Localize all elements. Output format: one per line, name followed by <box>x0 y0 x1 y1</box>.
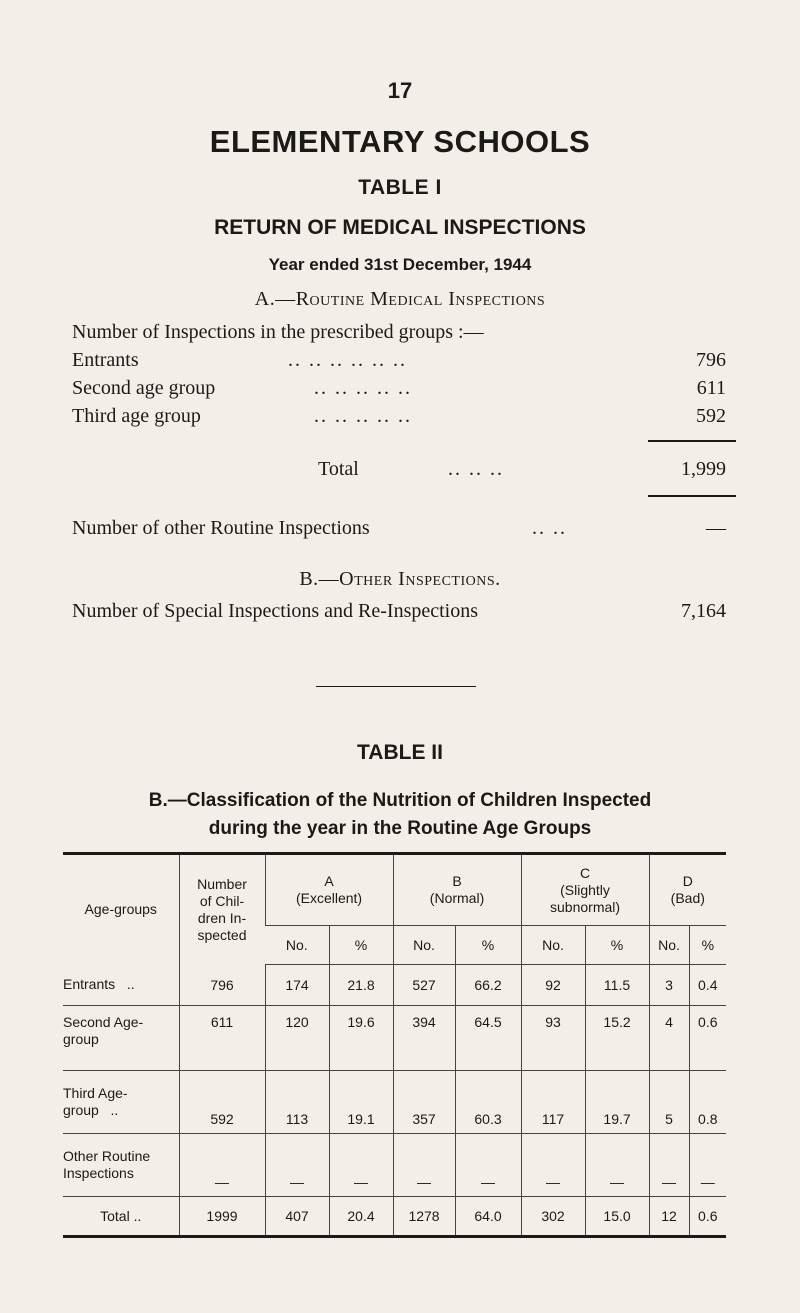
cell-c-pct: 15.2 <box>585 1006 649 1071</box>
nutrition-table <box>63 852 726 1238</box>
cell-c-no: 92 <box>521 965 585 1006</box>
cell-a-no: 407 <box>265 1197 329 1237</box>
header-a-no: No. <box>265 926 329 965</box>
header-c-slightly-subnormal: C (Slightly subnormal) <box>521 854 649 926</box>
cell-b-pct: 64.0 <box>455 1197 521 1237</box>
header-a-pct: % <box>329 926 393 965</box>
other-inspections-label: Number of other Routine Inspections <box>72 517 370 539</box>
cell-number: 796 <box>179 965 265 1006</box>
cell-c-no: 302 <box>521 1197 585 1237</box>
header-d-pct: % <box>689 926 726 965</box>
table1-year: Year ended 31st December, 1944 <box>268 255 532 274</box>
special-inspections-value: 7,164 <box>681 600 726 622</box>
header-b-pct: % <box>455 926 521 965</box>
cell-a-pct: 21.8 <box>329 965 393 1006</box>
table1-label: TABLE I <box>358 176 442 199</box>
cell-b-no: 1278 <box>393 1197 455 1237</box>
cell-b-no: 394 <box>393 1006 455 1071</box>
cell-c-no: 117 <box>521 1071 585 1134</box>
header-b-normal: B (Normal) <box>393 854 521 926</box>
cell-a-pct: 19.1 <box>329 1071 393 1134</box>
other-inspections-dots: .. .. <box>532 517 567 539</box>
page-title: ELEMENTARY SCHOOLS <box>209 124 591 159</box>
row-third-value: 592 <box>696 405 726 427</box>
total-top-rule <box>648 440 736 442</box>
cell-a-pct: 20.4 <box>329 1197 393 1237</box>
cell-b-pct: 66.2 <box>455 965 521 1006</box>
table-row <box>63 1134 726 1197</box>
cell-b-no: 527 <box>393 965 455 1006</box>
row-second-value: 611 <box>696 377 726 399</box>
row-third-dots: .. .. .. .. .. <box>314 405 412 427</box>
cell-d-no: 3 <box>649 965 689 1006</box>
table-row <box>63 1197 726 1237</box>
row-entrants-dots: .. .. .. .. .. .. <box>288 349 407 371</box>
cell-c-pct: 11.5 <box>585 965 649 1006</box>
cell-number: 592 <box>179 1071 265 1134</box>
cell-c-pct: 19.7 <box>585 1071 649 1134</box>
cell-number: 611 <box>179 1006 265 1071</box>
cell-number: — <box>179 1134 265 1197</box>
cell-number: 1999 <box>179 1197 265 1237</box>
cell-a-no: 174 <box>265 965 329 1006</box>
row-entrants-value: 796 <box>696 349 726 371</box>
cell-d-pct: 0.8 <box>689 1071 726 1134</box>
cell-c-pct: — <box>585 1134 649 1197</box>
cell-d-pct: — <box>689 1134 726 1197</box>
cell-a-no: — <box>265 1134 329 1197</box>
table2-heading-line1: B.—Classification of the Nutrition of Children Inspected <box>148 790 652 811</box>
table-row <box>63 1071 726 1134</box>
cell-a-pct: — <box>329 1134 393 1197</box>
table-row <box>63 965 726 1006</box>
total-value: 1,999 <box>681 458 726 480</box>
row-label: Entrants .. <box>63 965 179 1006</box>
cell-a-no: 113 <box>265 1071 329 1134</box>
cell-d-no: — <box>649 1134 689 1197</box>
cell-b-no: 357 <box>393 1071 455 1134</box>
header-age-groups: Age-groups <box>63 854 179 965</box>
cell-c-no: 93 <box>521 1006 585 1071</box>
total-bottom-rule <box>648 495 736 497</box>
cell-c-no: — <box>521 1134 585 1197</box>
cell-d-pct: 0.6 <box>689 1197 726 1237</box>
cell-a-pct: 19.6 <box>329 1006 393 1071</box>
cell-b-pct: 64.5 <box>455 1006 521 1071</box>
table-row <box>63 1006 726 1071</box>
other-inspections-value: — <box>706 517 726 539</box>
cell-c-pct: 15.0 <box>585 1197 649 1237</box>
table1-heading: RETURN OF MEDICAL INSPECTIONS <box>214 216 586 239</box>
total-dots: .. .. .. <box>448 458 504 480</box>
row-label: Other Routine Inspections <box>63 1134 179 1197</box>
cell-d-no: 5 <box>649 1071 689 1134</box>
row-entrants-label: Entrants <box>72 349 139 371</box>
section-b-heading: B.—Other Inspections. <box>299 568 501 590</box>
section-divider <box>316 686 476 687</box>
row-label: Second Age- group <box>63 1006 179 1071</box>
header-b-no: No. <box>393 926 455 965</box>
page-number: 17 <box>387 78 413 103</box>
inspections-intro: Number of Inspections in the prescribed groups :— <box>72 321 484 343</box>
cell-b-no: — <box>393 1134 455 1197</box>
table2-heading-line2: during the year in the Routine Age Groups <box>208 818 592 839</box>
special-inspections-label: Number of Special Inspections and Re-Inspections <box>72 600 479 622</box>
cell-b-pct: — <box>455 1134 521 1197</box>
cell-a-no: 120 <box>265 1006 329 1071</box>
row-label: Third Age- group .. <box>63 1071 179 1134</box>
header-d-no: No. <box>649 926 689 965</box>
cell-d-no: 4 <box>649 1006 689 1071</box>
cell-d-pct: 0.6 <box>689 1006 726 1071</box>
total-label: Total <box>318 458 359 480</box>
header-c-no: No. <box>521 926 585 965</box>
cell-b-pct: 60.3 <box>455 1071 521 1134</box>
header-c-pct: % <box>585 926 649 965</box>
header-number-inspected: Number of Chil- dren In- spected <box>179 854 265 965</box>
cell-d-no: 12 <box>649 1197 689 1237</box>
row-label: Total .. <box>63 1197 179 1237</box>
header-a-excellent: A (Excellent) <box>265 854 393 926</box>
header-d-bad: D (Bad) <box>649 854 726 926</box>
row-second-label: Second age group <box>72 377 216 399</box>
section-a-heading: A.—Routine Medical Inspections <box>254 288 546 310</box>
cell-d-pct: 0.4 <box>689 965 726 1006</box>
table2-label: TABLE II <box>357 741 443 764</box>
row-third-label: Third age group <box>72 405 201 427</box>
row-second-dots: .. .. .. .. .. <box>314 377 412 399</box>
